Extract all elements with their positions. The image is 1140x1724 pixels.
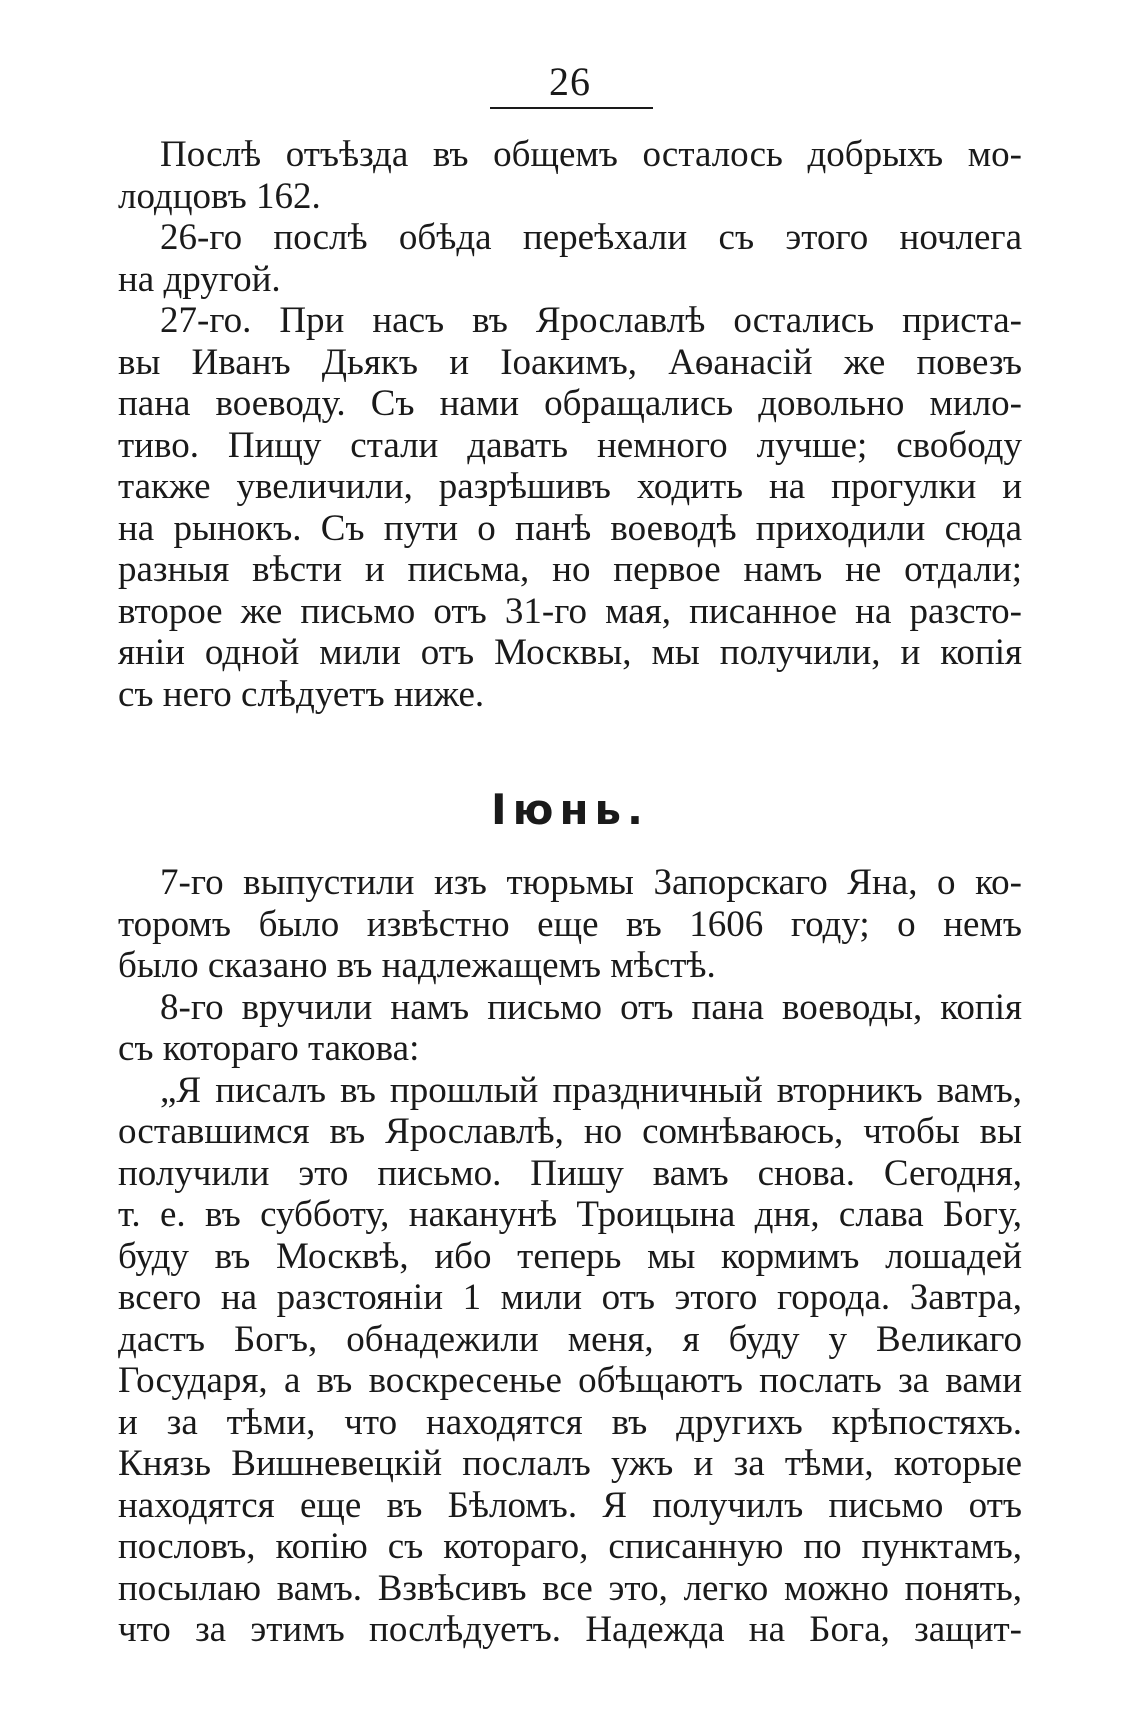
text-line: находятся еще въ Бѣломъ. Я получилъ письмо отъ: [118, 1484, 1022, 1526]
text-line: яніи одной мили отъ Москвы, мы получили, и копія: [118, 632, 1022, 673]
text-line: „Я писалъ въ прошлый праздничный вторникъ вамъ,: [160, 1069, 1022, 1111]
text-line: на другой.: [118, 258, 281, 300]
text-line: 26-го послѣ обѣда переѣхали съ этого ночлега: [160, 217, 1022, 258]
text-line: оставшимся въ Ярославлѣ, но сомнѣваюсь, чтобы вы: [118, 1111, 1022, 1152]
text-line: съ котораго такова:: [118, 1028, 420, 1069]
text-line: Послѣ отъѣзда въ общемъ осталось добрыхъ мо-: [160, 134, 1022, 175]
text-line: Государя, а въ воскресенье обѣщаютъ послать за вами: [118, 1360, 1022, 1401]
page-number-rule: [490, 107, 653, 109]
text-line: всего на разстояніи 1 мили отъ этого города. Завтра,: [118, 1277, 1022, 1318]
text-line: буду въ Москвѣ, ибо теперь мы кормимъ лошадей: [118, 1235, 1022, 1277]
text-line: лодцовъ 162.: [118, 175, 321, 217]
text-line: посылаю вамъ. Взвѣсивъ все это, легко можно понять,: [118, 1567, 1022, 1609]
text-line: 8-го вручили намъ письмо отъ пана воеводы, копія: [160, 986, 1022, 1028]
text-line: съ него слѣдуетъ ниже.: [118, 673, 485, 715]
text-line: пана воеводу. Съ нами обращались довольно мило-: [118, 383, 1022, 424]
text-line: получили это письмо. Пишу вамъ снова. Сегодня,: [118, 1152, 1022, 1194]
text-line: 7-го выпустили изъ тюрьмы Запорскаго Яна, о ко-: [160, 862, 1022, 903]
text-line: и за тѣми, что находятся въ другихъ крѣпостяхъ.: [118, 1401, 1022, 1443]
text-line: торомъ было извѣстно еще въ 1606 году; о немъ: [118, 903, 1022, 945]
text-line: что за этимъ послѣдуетъ. Надежда на Бога, защит-: [118, 1609, 1022, 1650]
text-line: вы Иванъ Дьякъ и Іоакимъ, Аѳанасій же повезъ: [118, 341, 1022, 383]
text-line: пословъ, копію съ котораго, списанную по пунктамъ,: [118, 1526, 1022, 1567]
text-line: на рынокъ. Съ пути о панѣ воеводѣ приходили сюда: [118, 507, 1022, 549]
text-line: 27-го. При насъ въ Ярославлѣ остались приста-: [160, 300, 1022, 341]
text-section-1: [118, 134, 1022, 715]
text-line: дастъ Богъ, обнадежили меня, я буду у Великаго: [118, 1318, 1022, 1360]
text-line: также увеличили, разрѣшивъ ходить на прогулки и: [118, 466, 1022, 507]
text-line: Князь Вишневецкій послалъ ужъ и за тѣми, которые: [118, 1443, 1022, 1484]
section-heading: Іюнь.: [491, 785, 649, 834]
text-line: было сказано въ надлежащемъ мѣстѣ.: [118, 945, 716, 986]
text-line: разныя вѣсти и письма, но первое намъ не отдали;: [118, 549, 1022, 590]
page-number: 26: [549, 59, 591, 104]
text-line: тиво. Пищу стали давать немного лучше; свободу: [118, 424, 1022, 466]
text-line: второе же письмо отъ 31-го мая, писанное на разсто-: [118, 590, 1022, 632]
text-section-2: [118, 862, 1022, 1651]
text-line: т. е. въ субботу, наканунѣ Троицына дня, слава Богу,: [118, 1194, 1022, 1235]
